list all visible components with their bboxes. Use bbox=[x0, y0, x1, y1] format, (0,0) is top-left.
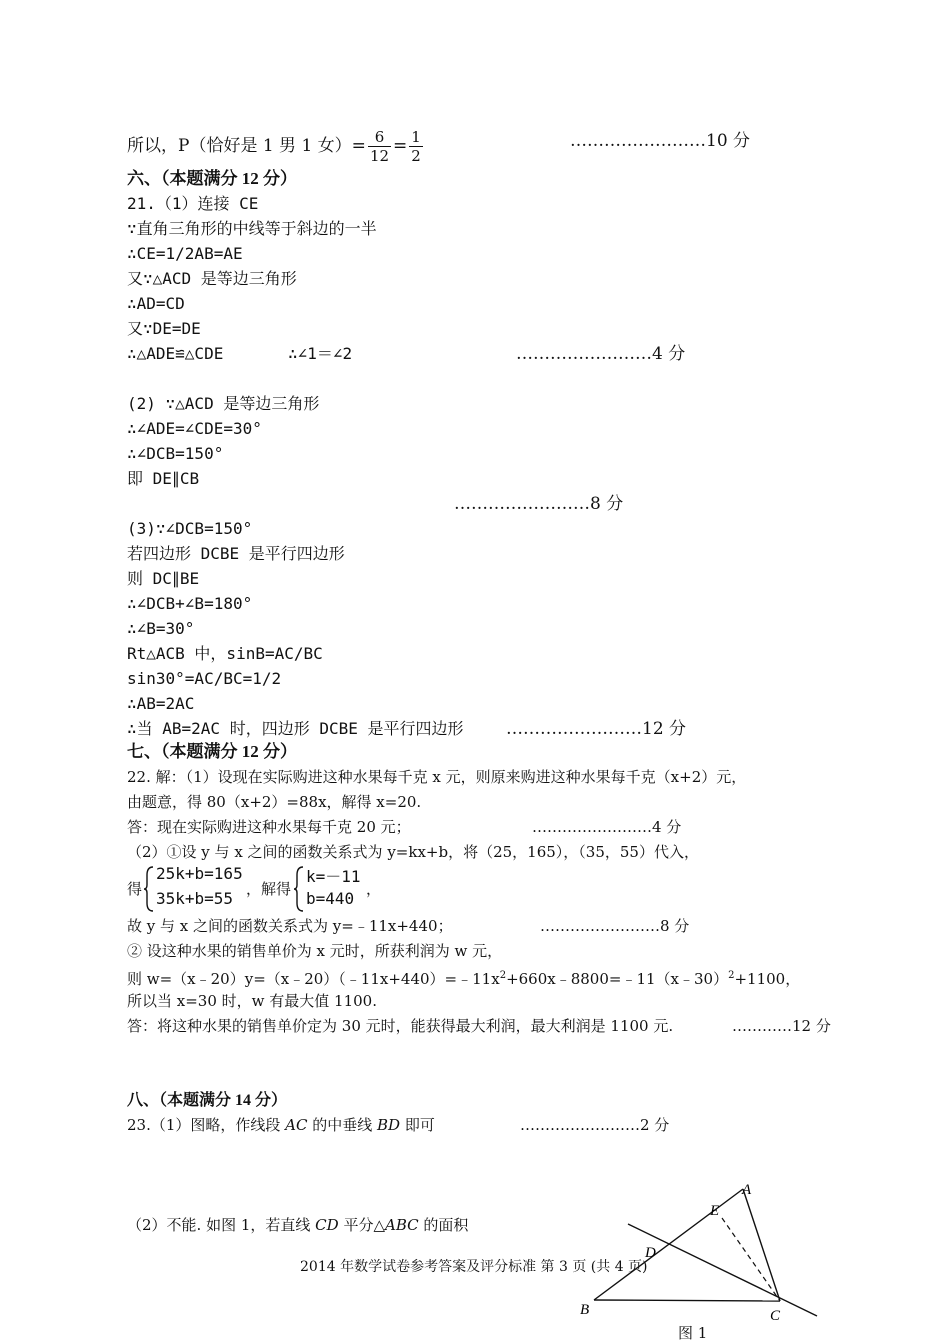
score-4-q21: ……………………4 分 bbox=[516, 344, 686, 364]
q23-l1-part1: 23.（1）图略，作线段 bbox=[127, 1116, 286, 1134]
dashed-segment-ce bbox=[722, 1218, 780, 1301]
q23-l2-part1: （2）不能. 如图 1，若直线 bbox=[127, 1216, 316, 1234]
q22-l1: 22. 解：（1）设现在实际购进这种水果每千克 x 元，则原来购进这种水果每千克（x+2）元， bbox=[127, 768, 747, 786]
superscript: 2 bbox=[499, 970, 507, 981]
score-10: ……………………10 分 bbox=[570, 131, 751, 151]
q22-l2: 由题意，得 80（x+2）=88x，解得 x=20. bbox=[127, 793, 422, 811]
fraction-6-12 bbox=[368, 128, 391, 165]
left-brace-icon bbox=[293, 865, 305, 913]
q22-l3: 答：现在实际购进这种水果每千克 20 元； bbox=[127, 818, 411, 836]
q23-l2 bbox=[127, 1214, 468, 1236]
section-7-title: 七、（本题满分 12 分） bbox=[127, 742, 297, 761]
q23-l2-part2: 平分△ bbox=[338, 1216, 385, 1234]
q22-end: ， bbox=[366, 880, 382, 898]
q22-de: 得 bbox=[127, 880, 143, 898]
q21-a6: 又∵DE=DE bbox=[127, 319, 201, 338]
side-bc bbox=[594, 1300, 780, 1301]
fraction-numerator: 1 bbox=[411, 128, 421, 146]
q22-l8 bbox=[127, 965, 800, 990]
q21-a7: ∴△ADE≌△CDE bbox=[127, 344, 224, 363]
superscript: 2 bbox=[728, 970, 735, 981]
q23-l1-part3: 即可 bbox=[400, 1116, 435, 1134]
left-brace-icon bbox=[143, 865, 155, 913]
side-ab bbox=[594, 1189, 743, 1300]
q21-b3: ∴∠DCB=150° bbox=[127, 444, 224, 463]
q21-b1: (2) ∵△ACD 是等边三角形 bbox=[127, 394, 320, 413]
q21-a4: 又∵△ACD 是等边三角形 bbox=[127, 269, 297, 288]
label-a: A bbox=[742, 1182, 752, 1198]
q21-c7: sin30°=AC/BC=1/2 bbox=[127, 669, 282, 688]
label-d: D bbox=[645, 1245, 656, 1261]
q21-c8: ∴AB=2AC bbox=[127, 694, 195, 713]
score-8-q22: ……………………8 分 bbox=[540, 917, 690, 935]
q23-l1 bbox=[127, 1114, 435, 1136]
line-cd bbox=[628, 1224, 817, 1316]
score-12-q21: ……………………12 分 bbox=[506, 719, 687, 739]
q21-b4: 即 DE∥CB bbox=[127, 469, 200, 488]
q21-a7b: ∴∠1＝∠2 bbox=[288, 344, 353, 363]
system1-eq2: 35k+b=55 bbox=[156, 889, 234, 908]
line-bd: BD bbox=[377, 1116, 401, 1134]
q21-a5: ∴AD=CD bbox=[127, 294, 185, 313]
q21-c2: 若四边形 DCBE 是平行四边形 bbox=[127, 544, 345, 563]
triangle-abc: ABC bbox=[385, 1216, 419, 1234]
fraction-denominator: 12 bbox=[369, 147, 390, 165]
probability-prefix: 所以，P（恰好是 1 男 1 女）= bbox=[127, 136, 366, 156]
q21-c9: ∴当 AB=2AC 时，四边形 DCBE 是平行四边形 bbox=[127, 719, 464, 738]
q21-c5: ∴∠B=30° bbox=[127, 619, 195, 638]
score-12-q22: …………12 分 bbox=[732, 1017, 831, 1035]
q21-a1: 21.（1）连接 CE bbox=[127, 194, 259, 213]
system2-eq1: k=－11 bbox=[306, 867, 361, 886]
q22-l8-part2: +660x﹣8800=﹣11（x﹣30） bbox=[506, 970, 729, 988]
score-2-q23: ……………………2 分 bbox=[520, 1116, 670, 1134]
equals-sign: = bbox=[393, 136, 408, 156]
q22-l4: （2）①设 y 与 x 之间的函数关系式为 y=kx+b，将（25，165），（35，55）代入， bbox=[127, 843, 699, 861]
section-6-title: 六、（本题满分 12 分） bbox=[127, 169, 297, 188]
q22-l10: 答：将这种水果的销售单价定为 30 元时，能获得最大利润，最大利润是 1100 元. bbox=[127, 1017, 674, 1035]
system2-eq2: b=440 bbox=[306, 889, 355, 908]
q21-c4: ∴∠DCB+∠B=180° bbox=[127, 594, 253, 613]
q23-l2-part3: 的面积 bbox=[418, 1216, 469, 1234]
label-b: B bbox=[580, 1302, 590, 1318]
figure-caption: 图 1 bbox=[678, 1324, 708, 1342]
q21-a3: ∴CE=1/2AB=AE bbox=[127, 244, 243, 263]
q22-l6: 故 y 与 x 之间的函数关系式为 y=﹣11x+440； bbox=[127, 917, 453, 935]
q22-mid: ，解得 bbox=[246, 880, 292, 898]
fraction-1-2 bbox=[409, 128, 423, 165]
q22-l8-part3: +1100， bbox=[734, 970, 801, 988]
segment-ac: AC bbox=[285, 1116, 308, 1134]
label-c: C bbox=[770, 1308, 781, 1324]
fraction-denominator: 2 bbox=[411, 147, 421, 165]
q21-c1: (3)∵∠DCB=150° bbox=[127, 519, 253, 538]
q21-c3: 则 DC∥BE bbox=[127, 569, 200, 588]
side-ac bbox=[743, 1189, 780, 1301]
label-e: E bbox=[710, 1203, 720, 1219]
q22-l8-part1: 则 w=（x﹣20）y=（x﹣20）（﹣11x+440）=﹣11x bbox=[127, 970, 500, 988]
q22-l7: ② 设这种水果的销售单价为 x 元时，所获利润为 w 元， bbox=[127, 942, 503, 960]
page-footer: 2014 年数学试卷参考答案及评分标准 第 3 页 (共 4 页) bbox=[300, 1259, 648, 1275]
probability-line bbox=[127, 128, 425, 165]
system1-eq1: 25k+b=165 bbox=[156, 864, 243, 883]
score-8-q21: ……………………8 分 bbox=[454, 494, 624, 514]
fraction-numerator: 6 bbox=[368, 128, 391, 147]
q21-c6: Rt△ACB 中，sinB=AC/BC bbox=[127, 644, 323, 663]
q21-b2: ∴∠ADE=∠CDE=30° bbox=[127, 419, 262, 438]
q21-a2: ∵直角三角形的中线等于斜边的一半 bbox=[127, 219, 377, 238]
score-4-q22: ……………………4 分 bbox=[532, 818, 682, 836]
line-cd: CD bbox=[315, 1216, 339, 1234]
q22-l9: 所以当 x=30 时，w 有最大值 1100. bbox=[127, 992, 377, 1010]
section-8-title: 八、（本题满分 14 分） bbox=[127, 1092, 288, 1109]
q23-l1-part2: 的中垂线 bbox=[307, 1116, 378, 1134]
